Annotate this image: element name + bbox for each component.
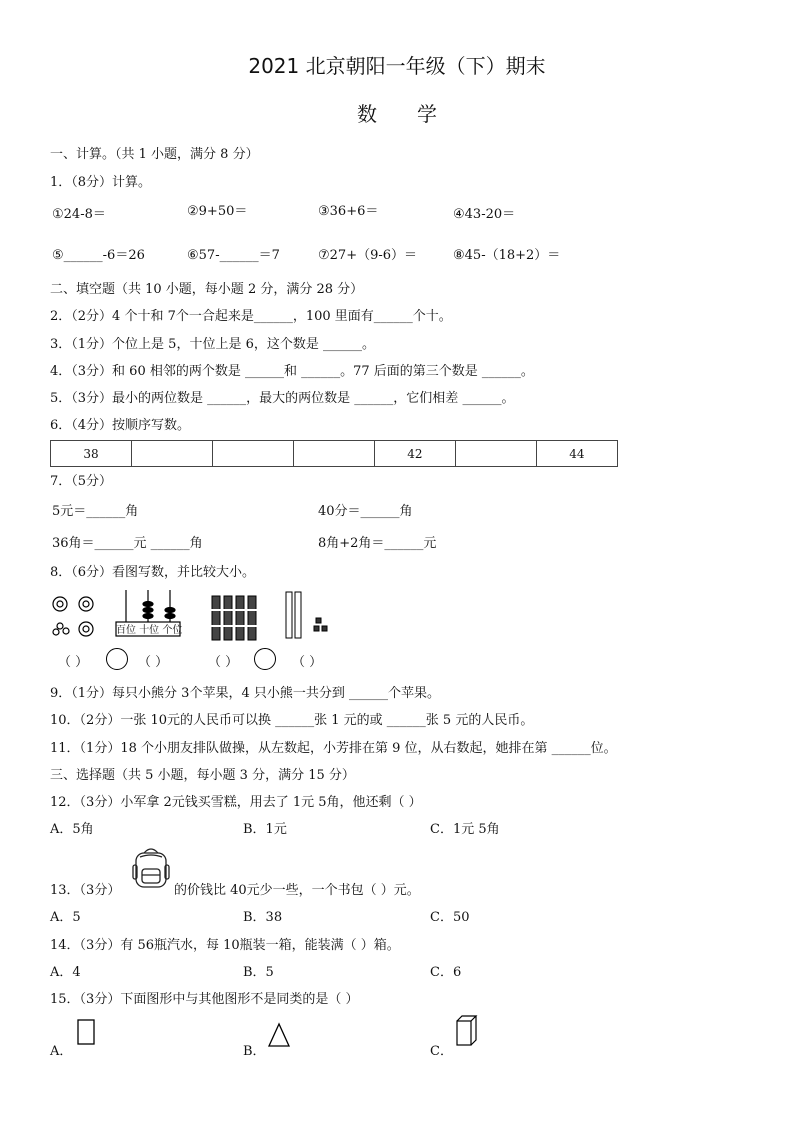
place-value-blocks-icon: [286, 592, 327, 638]
option[interactable]: A．5角: [50, 822, 94, 837]
calc-item: ⑧45-（18+2）＝: [453, 248, 561, 263]
section-heading-1: 一、计算。（共 1 小题，满分 8 分）: [50, 147, 259, 162]
calc-item: ⑤______-6＝26: [52, 248, 145, 263]
question-5: 5．（3分）最小的两位数是 ______，最大的两位数是 ______，它们相差 ______。: [50, 391, 515, 406]
question-1: 1．（8分）计算。: [50, 175, 152, 190]
sequence-cell[interactable]: [213, 441, 294, 467]
calc-item: ②9+50＝: [187, 204, 248, 219]
calc-item: ④43-20＝: [453, 207, 516, 222]
counting-figures: [46, 588, 336, 644]
question-6: 6．（4分）按顺序写数。: [50, 418, 191, 433]
answer-blank[interactable]: （ ）: [138, 655, 169, 670]
sequence-table: [50, 440, 618, 467]
option[interactable]: B．: [243, 1044, 266, 1059]
calc-item: ⑥57-______＝7: [187, 248, 280, 263]
option[interactable]: B．38: [243, 910, 283, 925]
sequence-cell[interactable]: [455, 441, 536, 467]
answer-blank[interactable]: （ ）: [292, 655, 323, 670]
question-13-prefix: 13．（3分）: [50, 883, 121, 898]
question-4: 4．（3分）和 60 相邻的两个数是 ______和 ______。77 后面的第三个数是 ______。: [50, 364, 534, 379]
option[interactable]: C．1元 5角: [430, 822, 500, 837]
section-heading-2: 二、填空题（共 10 小题，每小题 2 分，满分 28 分）: [50, 282, 364, 297]
option[interactable]: A．5: [50, 910, 81, 925]
calc-item: ⑦27+（9-6）＝: [318, 248, 418, 263]
compare-circle[interactable]: [106, 648, 128, 670]
calc-item: ①24-8＝: [52, 207, 106, 222]
question-7: 7．（5分）: [50, 474, 113, 489]
conversion-item: 36角＝______元 ______角: [52, 536, 203, 551]
conversion-item: 5元＝______角: [52, 504, 139, 519]
question-9: 9．（1分）每只小熊分 3个苹果，4 只小熊一共分到 ______个苹果。: [50, 686, 440, 701]
answer-blank[interactable]: （ ）: [58, 655, 89, 670]
question-8: 8．（6分）看图写数，并比较大小。: [50, 565, 256, 580]
sequence-cell[interactable]: [293, 441, 374, 467]
cuboid-shape-icon: [454, 1014, 480, 1048]
question-12: 12．（3分）小军拿 2元钱买雪糕，用去了 1元 5角，他还剩（ ）: [50, 795, 422, 810]
option[interactable]: A．4: [50, 965, 81, 980]
conversion-item: 8角+2角＝______元: [318, 536, 437, 551]
abacus-label: 个位: [162, 625, 183, 636]
abacus-label: 十位: [139, 625, 160, 636]
page-subtitle: 数学: [357, 102, 477, 126]
sequence-cell: 42: [374, 441, 455, 467]
sequence-cell: 38: [51, 441, 132, 467]
question-11: 11．（1分）18 个小朋友排队做操，从左数起，小芳排在第 9 位，从右数起，她排在第 ______位。: [50, 741, 617, 756]
answer-blank[interactable]: （ ）: [208, 655, 239, 670]
page-title: 2021 北京朝阳一年级（下）期末: [248, 54, 546, 78]
option[interactable]: C．6: [430, 965, 462, 980]
sequence-cell[interactable]: [132, 441, 213, 467]
question-14: 14．（3分）有 56瓶汽水，每 10瓶装一箱，能装满（ ）箱。: [50, 938, 400, 953]
calc-item: ③36+6＝: [318, 204, 379, 219]
option[interactable]: C．50: [430, 910, 470, 925]
question-2: 2．（2分）4 个十和 7个一合起来是______，100 里面有______个十。: [50, 309, 452, 324]
option[interactable]: B．5: [243, 965, 274, 980]
sequence-cell: 44: [536, 441, 617, 467]
rectangle-shape-icon: [76, 1018, 98, 1048]
question-15: 15．（3分）下面图形中与其他图形不是同类的是（ ）: [50, 992, 359, 1007]
option[interactable]: C．: [430, 1044, 453, 1059]
schoolbag-icon: [131, 845, 171, 891]
question-10: 10．（2分）一张 10元的人民币可以换 ______张 1 元的或 ______张 5 元的人民币。: [50, 713, 534, 728]
conversion-item: 40分＝______角: [318, 504, 413, 519]
abacus-label: 百位: [116, 625, 136, 636]
compare-circle[interactable]: [254, 648, 276, 670]
option[interactable]: A．: [50, 1044, 73, 1059]
question-13-suffix: 的价钱比 40元少一些，一个书包（ ）元。: [174, 883, 420, 898]
question-3: 3．（1分）个位上是 5，十位上是 6，这个数是 ______。: [50, 337, 375, 352]
stick-bundle-icon: [210, 596, 258, 640]
option[interactable]: B．1元: [243, 822, 287, 837]
bead-ring-icon: [53, 597, 93, 636]
triangle-shape-icon: [266, 1022, 292, 1050]
section-heading-3: 三、选择题（共 5 小题，每小题 3 分，满分 15 分）: [50, 768, 355, 783]
